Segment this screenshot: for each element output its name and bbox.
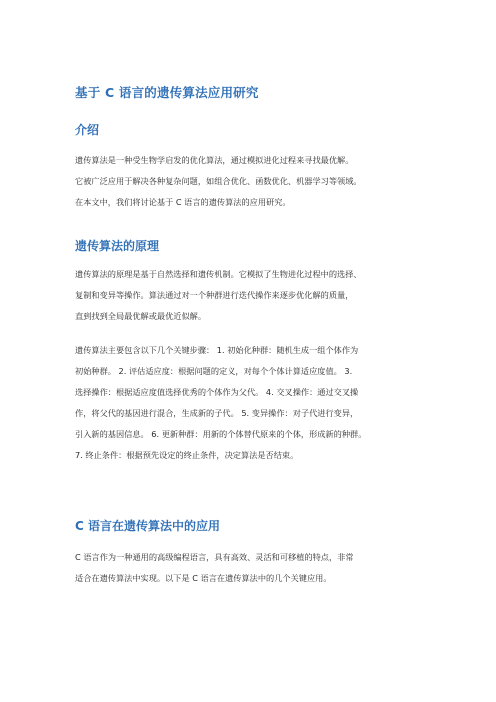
paragraph-steps bbox=[75, 340, 435, 466]
paragraph-line: 7. 终止条件：根据预先设定的终止条件，决定算法是否结束。 bbox=[75, 450, 299, 460]
paragraph-c-application bbox=[75, 547, 435, 589]
paragraph-line: 适合在遗传算法中实现。以下是 C 语言在遗传算法中的几个关键应用。 bbox=[75, 573, 332, 583]
paragraph-line: 选择操作：根据适应度值选择优秀的个体作为父代。 4. 交叉操作：通过交叉操 bbox=[75, 387, 359, 397]
section-heading-c-application: C 语言在遗传算法中的应用 bbox=[75, 519, 220, 533]
paragraph-line: 遗传算法主要包含以下几个关键步骤： 1. 初始化种群：随机生成一组个体作为 bbox=[75, 345, 359, 355]
paragraph-line: 在本文中，我们将讨论基于 C 语言的遗传算法的应用研究。 bbox=[75, 197, 291, 207]
paragraph-introduction bbox=[75, 150, 435, 213]
paragraph-line: 直到找到全局最优解或最优近似解。 bbox=[75, 311, 207, 321]
paragraph-line: 它被广泛应用于解决各种复杂问题，如组合优化、函数优化、机器学习等领域。 bbox=[75, 176, 362, 186]
paragraph-line: 初始种群。 2. 评估适应度：根据问题的定义，对每个个体计算适应度值。 3. bbox=[75, 366, 353, 376]
document-title: 基于 C 语言的遗传算法应用研究 bbox=[75, 85, 259, 100]
paragraph-line: C 语言作为一种通用的高级编程语言，具有高效、灵活和可移植的特点，非常 bbox=[75, 552, 354, 562]
paragraph-line: 作，将父代的基因进行混合，生成新的子代。 5. 变异操作：对子代进行变异， bbox=[75, 408, 359, 418]
paragraph-line: 遗传算法的原理是基于自然选择和遗传机制。它模拟了生物进化过程中的选择、 bbox=[75, 269, 362, 279]
paragraph-line: 遗传算法是一种受生物学启发的优化算法，通过模拟进化过程来寻找最优解。 bbox=[75, 155, 354, 165]
section-heading-principle: 遗传算法的原理 bbox=[75, 239, 160, 253]
paragraph-line: 复制和变异等操作。算法通过对一个种群进行迭代操作来逐步优化解的质量， bbox=[75, 290, 354, 300]
section-heading-introduction: 介绍 bbox=[75, 123, 100, 137]
paragraph-line: 引入新的基因信息。 6. 更新种群：用新的个体替代原来的个体，形成新的种群。 bbox=[75, 429, 367, 439]
paragraph-principle bbox=[75, 264, 435, 327]
